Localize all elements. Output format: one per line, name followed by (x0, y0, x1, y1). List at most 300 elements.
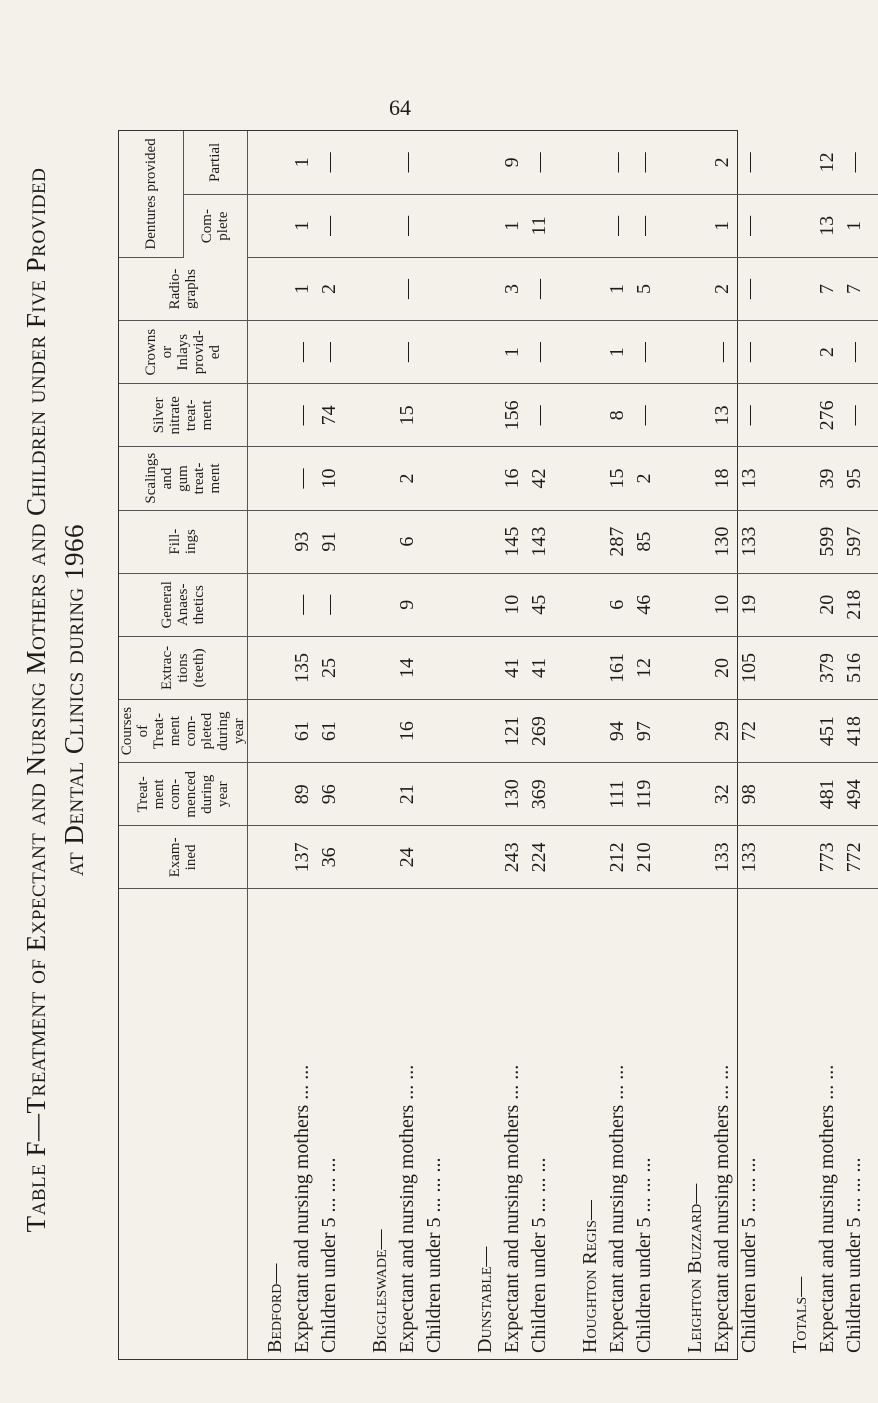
value-cell (421, 510, 448, 573)
district-name: Dunstable— (474, 1246, 496, 1353)
row-label: Expectant and nursing mothers ... ... (816, 1064, 838, 1353)
header-courses-completed: Courses of Treat- ment com- pleted during year (119, 700, 248, 763)
value-cell: 12 (631, 636, 658, 699)
empty-cell (773, 447, 814, 510)
spacer-cell (343, 257, 353, 320)
value-cell: 74 (316, 384, 343, 447)
value-cell: 119 (631, 763, 658, 826)
spacer-cell (868, 321, 878, 384)
empty-cell (773, 763, 814, 826)
value-cell: 18 (709, 447, 736, 510)
empty-cell (668, 194, 709, 257)
header-dentures-complete: Com- plete (183, 194, 247, 257)
empty-cell (458, 194, 499, 257)
spacer-cell (553, 763, 563, 826)
title-area (0, 0, 110, 1403)
empty-cell (668, 257, 709, 320)
row-label: Expectant and nursing mothers ... ... (291, 1064, 313, 1353)
empty-cell (353, 131, 394, 194)
empty-cell (353, 763, 394, 826)
spacer-cell (553, 700, 563, 763)
value-cell: 2 (709, 257, 736, 320)
value-cell: — (736, 194, 763, 257)
table-row (421, 131, 448, 1359)
value-cell: 156 (499, 384, 526, 447)
value-cell: 161 (604, 636, 631, 699)
value-cell: 1 (604, 257, 631, 320)
empty-cell (563, 700, 604, 763)
empty-cell (458, 510, 499, 573)
header-general-anaesthetics: General Anaes- thetics (119, 573, 248, 636)
header-extractions: Extrac- tions (teeth) (119, 636, 248, 699)
value-cell: 218 (841, 573, 868, 636)
value-cell: — (736, 321, 763, 384)
spacer-cell (868, 889, 878, 1359)
value-cell: 111 (604, 763, 631, 826)
empty-cell (248, 573, 290, 636)
value-cell: 12 (814, 131, 841, 194)
empty-cell (248, 257, 290, 320)
header-dentures: Dentures provided (119, 131, 183, 257)
value-cell: 96 (316, 763, 343, 826)
header-blank (119, 889, 248, 1359)
row-label: Children under 5 ... ... ... (633, 1157, 655, 1353)
row-label: Expectant and nursing mothers ... ... (711, 1064, 733, 1353)
value-cell: 89 (289, 763, 316, 826)
value-cell: 16 (394, 700, 421, 763)
treatment-table (118, 130, 865, 1360)
value-cell: 133 (736, 510, 763, 573)
value-cell: 135 (289, 636, 316, 699)
empty-cell (563, 763, 604, 826)
spacer-cell (448, 257, 458, 320)
spacer-cell (658, 889, 668, 1359)
spacer-cell (868, 826, 878, 889)
data-table (119, 131, 878, 1359)
value-cell: 72 (736, 700, 763, 763)
value-cell (421, 447, 448, 510)
spacer-cell (343, 131, 353, 194)
value-cell: 11 (526, 194, 553, 257)
value-cell: — (316, 573, 343, 636)
value-cell: 21 (394, 763, 421, 826)
spacer-cell (553, 510, 563, 573)
value-cell: 287 (604, 510, 631, 573)
value-cell: 13 (736, 447, 763, 510)
spacer-cell (343, 447, 353, 510)
spacer-cell (658, 510, 668, 573)
empty-cell (773, 194, 814, 257)
value-cell: 2 (394, 447, 421, 510)
spacer-cell (343, 636, 353, 699)
spacer-cell (448, 194, 458, 257)
value-cell: 15 (394, 384, 421, 447)
district-name: Leighton Buzzard— (684, 1183, 706, 1353)
empty-cell (353, 636, 394, 699)
table-row (394, 131, 421, 1359)
value-cell: 3 (499, 257, 526, 320)
value-cell: — (316, 194, 343, 257)
value-cell: 61 (316, 700, 343, 763)
value-cell: — (394, 321, 421, 384)
value-cell: 212 (604, 826, 631, 889)
empty-cell (563, 573, 604, 636)
value-cell: — (604, 194, 631, 257)
header-examined: Exam- ined (119, 826, 248, 889)
empty-cell (458, 257, 499, 320)
value-cell: 2 (316, 257, 343, 320)
empty-cell (668, 131, 709, 194)
value-cell: — (841, 131, 868, 194)
value-cell: — (289, 447, 316, 510)
spacer-cell (448, 826, 458, 889)
value-cell: 2 (631, 447, 658, 510)
empty-cell (353, 321, 394, 384)
spacer-cell (658, 636, 668, 699)
district-name: Bedford— (264, 1263, 286, 1353)
empty-cell (668, 321, 709, 384)
spacer-cell (763, 384, 773, 447)
value-cell: 13 (709, 384, 736, 447)
empty-cell (668, 700, 709, 763)
empty-cell (248, 447, 290, 510)
spacer-cell (553, 573, 563, 636)
empty-cell (773, 131, 814, 194)
spacer-cell (763, 573, 773, 636)
value-cell: 773 (814, 826, 841, 889)
empty-cell (353, 194, 394, 257)
empty-cell (248, 700, 290, 763)
spacer-cell (763, 510, 773, 573)
value-cell: 93 (289, 510, 316, 573)
row-label: Expectant and nursing mothers ... ... (606, 1064, 628, 1353)
value-cell: 130 (709, 510, 736, 573)
value-cell: — (316, 321, 343, 384)
table-row (316, 131, 343, 1359)
value-cell: — (526, 321, 553, 384)
value-cell: — (631, 131, 658, 194)
spacer-cell (343, 826, 353, 889)
value-cell (421, 384, 448, 447)
spacer-cell (763, 826, 773, 889)
spacer-cell (658, 131, 668, 194)
spacer-cell (658, 573, 668, 636)
value-cell (421, 826, 448, 889)
spacer-cell (448, 384, 458, 447)
group-spacer (658, 131, 668, 1359)
value-cell (421, 131, 448, 194)
spacer-cell (658, 700, 668, 763)
empty-cell (668, 510, 709, 573)
spacer-cell (868, 384, 878, 447)
value-cell: 2 (709, 131, 736, 194)
row-label: Expectant and nursing mothers ... ... (396, 1064, 418, 1353)
value-cell: 451 (814, 700, 841, 763)
value-cell: 10 (316, 447, 343, 510)
value-cell: 98 (736, 763, 763, 826)
table-row (289, 131, 316, 1359)
empty-cell (773, 636, 814, 699)
value-cell: 145 (499, 510, 526, 573)
table-title-line-1: Table F—Treatment of Expectant and Nursing Mothers and Children under Five Provided (21, 167, 51, 1233)
group-spacer (343, 131, 353, 1359)
value-cell: 10 (499, 573, 526, 636)
district-row (773, 131, 814, 1359)
value-cell: — (604, 131, 631, 194)
value-cell: 9 (499, 131, 526, 194)
value-cell: 13 (814, 194, 841, 257)
empty-cell (668, 384, 709, 447)
empty-cell (458, 763, 499, 826)
spacer-cell (658, 321, 668, 384)
value-cell: 14 (394, 636, 421, 699)
empty-cell (563, 636, 604, 699)
spacer-cell (868, 257, 878, 320)
spacer-cell (448, 573, 458, 636)
value-cell: 41 (526, 636, 553, 699)
empty-cell (563, 257, 604, 320)
empty-cell (773, 510, 814, 573)
value-cell: 276 (814, 384, 841, 447)
spacer-cell (448, 700, 458, 763)
empty-cell (563, 510, 604, 573)
row-label: Children under 5 ... ... ... (423, 1157, 445, 1353)
empty-cell (773, 384, 814, 447)
spacer-cell (763, 636, 773, 699)
row-label: Expectant and nursing mothers ... ... (501, 1064, 523, 1353)
value-cell: 133 (709, 826, 736, 889)
value-cell: 597 (841, 510, 868, 573)
spacer-cell (553, 194, 563, 257)
value-cell: 7 (814, 257, 841, 320)
empty-cell (563, 384, 604, 447)
value-cell: — (841, 321, 868, 384)
spacer-cell (343, 763, 353, 826)
district-row (353, 131, 394, 1359)
empty-cell (563, 321, 604, 384)
empty-cell (458, 636, 499, 699)
spacer-cell (658, 384, 668, 447)
value-cell: 45 (526, 573, 553, 636)
value-cell: 1 (289, 194, 316, 257)
value-cell: 6 (604, 573, 631, 636)
value-cell: — (736, 257, 763, 320)
spacer-cell (868, 510, 878, 573)
value-cell: — (289, 321, 316, 384)
empty-cell (458, 447, 499, 510)
value-cell: — (841, 384, 868, 447)
value-cell: 269 (526, 700, 553, 763)
value-cell: — (631, 384, 658, 447)
value-cell (421, 763, 448, 826)
district-name: Totals— (789, 1276, 811, 1353)
district-row (458, 131, 499, 1359)
empty-cell (353, 384, 394, 447)
spacer-cell (763, 131, 773, 194)
value-cell: 15 (604, 447, 631, 510)
empty-cell (458, 573, 499, 636)
empty-cell (773, 321, 814, 384)
empty-cell (668, 636, 709, 699)
header-scalings: Scalings and gum treat- ment (119, 447, 248, 510)
spacer-cell (658, 447, 668, 510)
value-cell: 772 (841, 826, 868, 889)
spacer-cell (343, 194, 353, 257)
spacer-cell (658, 763, 668, 826)
value-cell: 8 (604, 384, 631, 447)
empty-cell (248, 131, 290, 194)
page-number: 64 (389, 95, 411, 120)
district-row (563, 131, 604, 1359)
value-cell: — (289, 384, 316, 447)
table-row (499, 131, 526, 1359)
empty-cell (773, 573, 814, 636)
spacer-cell (553, 889, 563, 1359)
value-cell: 20 (709, 636, 736, 699)
value-cell: — (394, 194, 421, 257)
spacer-cell (553, 636, 563, 699)
value-cell: 97 (631, 700, 658, 763)
empty-cell (353, 447, 394, 510)
value-cell: 133 (736, 826, 763, 889)
value-cell: 121 (499, 700, 526, 763)
value-cell: — (394, 131, 421, 194)
table-row (526, 131, 553, 1359)
value-cell: 25 (316, 636, 343, 699)
empty-cell (563, 194, 604, 257)
value-cell: — (394, 257, 421, 320)
spacer-cell (868, 636, 878, 699)
spacer-cell (553, 321, 563, 384)
empty-cell (248, 194, 290, 257)
value-cell: 418 (841, 700, 868, 763)
empty-cell (773, 826, 814, 889)
spacer-cell (658, 257, 668, 320)
empty-cell (563, 447, 604, 510)
spacer-cell (343, 889, 353, 1359)
row-label: Children under 5 ... ... ... (318, 1157, 340, 1353)
value-cell: 494 (841, 763, 868, 826)
header-radiographs: Radio- graphs (119, 257, 248, 320)
row-label: Children under 5 ... ... ... (843, 1157, 865, 1353)
spacer-cell (553, 257, 563, 320)
empty-cell (563, 131, 604, 194)
empty-cell (563, 826, 604, 889)
empty-cell (248, 510, 290, 573)
value-cell: 1 (499, 194, 526, 257)
value-cell: 1 (841, 194, 868, 257)
table-row (709, 131, 736, 1359)
value-cell: 481 (814, 763, 841, 826)
spacer-cell (448, 131, 458, 194)
value-cell: 46 (631, 573, 658, 636)
value-cell: 369 (526, 763, 553, 826)
spacer-cell (448, 889, 458, 1359)
spacer-cell (658, 826, 668, 889)
value-cell: 1 (604, 321, 631, 384)
value-cell: 143 (526, 510, 553, 573)
empty-cell (248, 826, 290, 889)
value-cell (421, 700, 448, 763)
value-cell: 1 (499, 321, 526, 384)
spacer-cell (448, 510, 458, 573)
value-cell: — (631, 194, 658, 257)
value-cell: 29 (709, 700, 736, 763)
empty-cell (458, 321, 499, 384)
empty-cell (668, 826, 709, 889)
empty-cell (248, 636, 290, 699)
value-cell: 5 (631, 257, 658, 320)
empty-cell (248, 321, 290, 384)
spacer-cell (868, 573, 878, 636)
value-cell: 36 (316, 826, 343, 889)
value-cell: 91 (316, 510, 343, 573)
table-row (631, 131, 658, 1359)
spacer-cell (763, 447, 773, 510)
empty-cell (668, 447, 709, 510)
value-cell: 41 (499, 636, 526, 699)
value-cell: — (631, 321, 658, 384)
empty-cell (668, 763, 709, 826)
table-row (736, 131, 763, 1359)
row-label: Children under 5 ... ... ... (528, 1157, 550, 1353)
spacer-cell (448, 763, 458, 826)
empty-cell (353, 510, 394, 573)
spacer-cell (553, 447, 563, 510)
header-silver-nitrate: Silver nitrate treat- ment (119, 384, 248, 447)
spacer-cell (448, 636, 458, 699)
empty-cell (773, 257, 814, 320)
value-cell: — (316, 131, 343, 194)
spacer-cell (763, 257, 773, 320)
value-cell: 1 (289, 131, 316, 194)
value-cell: — (709, 321, 736, 384)
value-cell: 2 (814, 321, 841, 384)
empty-cell (353, 700, 394, 763)
spacer-cell (343, 700, 353, 763)
empty-cell (353, 257, 394, 320)
empty-cell (458, 131, 499, 194)
header-treatment-commenced: Treat- ment com- menced during year (119, 763, 248, 826)
value-cell: 32 (709, 763, 736, 826)
spacer-cell (868, 131, 878, 194)
empty-cell (458, 826, 499, 889)
value-cell: — (526, 131, 553, 194)
value-cell (421, 194, 448, 257)
spacer-cell (763, 889, 773, 1359)
table-title-line-2: at Dental Clinics during 1966 (59, 523, 89, 877)
row-label: Children under 5 ... ... ... (738, 1157, 760, 1353)
value-cell: 516 (841, 636, 868, 699)
spacer-cell (343, 384, 353, 447)
value-cell: 24 (394, 826, 421, 889)
value-cell: 95 (841, 447, 868, 510)
value-cell: 379 (814, 636, 841, 699)
header-dentures-partial: Partial (183, 131, 247, 194)
spacer-cell (658, 194, 668, 257)
district-row (668, 131, 709, 1359)
value-cell: 137 (289, 826, 316, 889)
group-spacer (763, 131, 773, 1359)
table-row (841, 131, 868, 1359)
group-spacer (448, 131, 458, 1359)
empty-cell (353, 826, 394, 889)
value-cell: 1 (709, 194, 736, 257)
group-spacer (553, 131, 563, 1359)
spacer-cell (763, 700, 773, 763)
empty-cell (668, 573, 709, 636)
value-cell (421, 257, 448, 320)
